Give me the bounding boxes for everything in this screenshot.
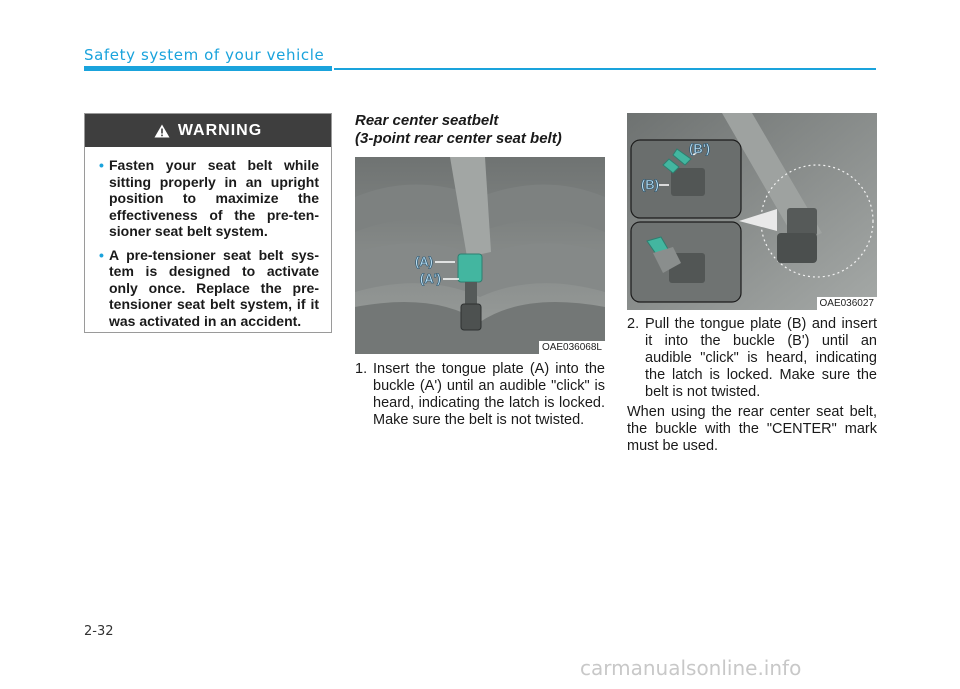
- warning-text: A pre-tensioner seat belt sys-tem is designed to activate only once. Replace the pre-tensioner seat belt system, if it was activated in an accident.: [109, 246, 319, 329]
- step-2: [627, 316, 877, 401]
- label-a: (A): [414, 254, 433, 269]
- warning-header: [85, 114, 331, 147]
- step-1: [355, 361, 605, 429]
- section-header: Safety system of your vehicle: [84, 46, 325, 64]
- figure-caption: OAE036027: [817, 297, 878, 310]
- section-subtitle: (3-point rear center seat belt): [355, 130, 562, 147]
- step-number: 2.: [627, 316, 640, 332]
- warning-item: [99, 247, 319, 330]
- header-rule-thick: [84, 66, 332, 71]
- warning-box: [84, 113, 332, 333]
- figure-caption: OAE036068L: [539, 341, 605, 354]
- center-buckle-note: When using the rear center seat belt, the buckle with the "CENTER" mark must be used.: [627, 404, 877, 454]
- section-title: Rear center seatbelt: [355, 112, 499, 129]
- bullet-icon: •: [99, 246, 104, 263]
- header-rule-thin: [334, 68, 876, 70]
- step-text: Insert the tongue plate (A) into the buckle (A') until an audible "click" is heard, indicating the latch is locked. Make sure the belt is not twisted.: [373, 361, 605, 428]
- buckle-detail-illustration: [627, 113, 877, 310]
- warning-text: Fasten your seat belt while sitting properly in an upright position to maximize the effectiveness of the pre-ten-sioner seat belt system.: [109, 157, 319, 239]
- page-number: 2-32: [84, 624, 114, 639]
- warning-list: [85, 147, 331, 329]
- figure-rear-center-buckle: [355, 157, 605, 354]
- warning-triangle-icon: [154, 124, 170, 138]
- step-number: 1.: [355, 361, 368, 377]
- bullet-icon: •: [99, 157, 104, 173]
- label-b: (B): [640, 177, 659, 192]
- warning-item: [99, 157, 319, 240]
- figure-center-buckle-detail: [627, 113, 877, 310]
- seat-illustration: [355, 157, 605, 354]
- section-title-block: [355, 112, 605, 148]
- warning-label: WARNING: [177, 121, 263, 139]
- step-text: Pull the tongue plate (B) and insert it into the buckle (B') until an audible "click" is heard, indicating the latch is locked. Make sure the belt is not twisted.: [645, 316, 877, 400]
- label-b-prime: (B'): [689, 141, 711, 156]
- label-a-prime: (A'): [419, 271, 441, 286]
- watermark: carmanualsonline.info: [580, 656, 802, 680]
